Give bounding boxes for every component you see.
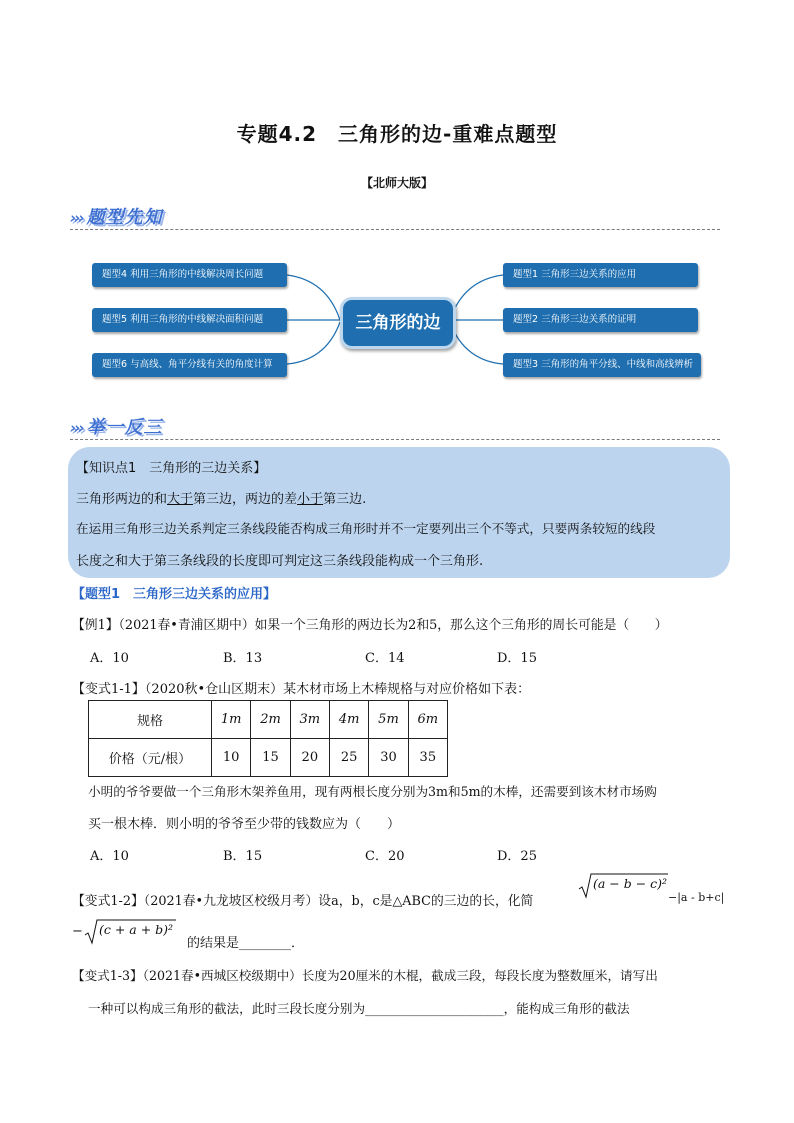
variation13-line-2: 一种可以构成三角形的截法，此时三段长度分别为______________________，能构成三角形的截法 — [88, 1001, 630, 1016]
section-banner-practice — [70, 413, 163, 439]
radicand: (a − b − c)² — [593, 876, 668, 891]
table-cell: 25 — [329, 739, 368, 777]
table-cell: 35 — [408, 739, 447, 777]
table-cell: 规格 — [89, 701, 212, 739]
example1-option-a: A．10 — [90, 651, 129, 666]
page-title: 专题4.2 三角形的边-重难点题型 — [236, 122, 558, 146]
table-cell: 3m — [290, 701, 329, 739]
table-cell: 15 — [251, 739, 290, 777]
table-cell: 10 — [212, 739, 251, 777]
connector-line — [450, 322, 503, 364]
table-cell: 5m — [369, 701, 408, 739]
section-banner-preview — [70, 203, 163, 229]
table-cell: 2m — [251, 701, 290, 739]
mindmap-node-type4: 题型4 利用三角形的中线解决周长问题 — [92, 263, 287, 287]
table-row — [89, 739, 448, 777]
table-cell: 1m — [212, 701, 251, 739]
mindmap-node-type6: 题型6 与高线、角平分线有关的角度计算 — [92, 353, 287, 377]
example1-option-c: C．14 — [365, 651, 405, 666]
knowledge-line-1: 三角形两边的和大于第三边，两边的差小于第三边. — [76, 492, 367, 507]
table-row — [89, 701, 448, 739]
abs-term: −|a - b+c| — [668, 891, 725, 904]
variation11-question-2: 买一根木棒．则小明的爷爷至少带的钱数应为（ ） — [88, 817, 401, 832]
knowledge-line-2: 在运用三角形三边关系判定三条线段能否构成三角形时并不一定要列出三个不等式，只要两条较短的线段 — [76, 521, 656, 536]
variation11-option-c: C．20 — [365, 849, 405, 864]
connector-line — [287, 322, 340, 364]
table-cell: 4m — [329, 701, 368, 739]
type1-heading: 【题型1 三角形三边关系的应用】 — [72, 587, 277, 602]
connector-line — [450, 275, 503, 320]
variation11-option-b: B．15 — [223, 849, 263, 864]
mindmap-node-type1: 题型1 三角形三边关系的应用 — [503, 263, 698, 287]
mindmap-node-type5: 题型5 利用三角形的中线解决面积问题 — [92, 308, 287, 332]
arrows-icon: ››› — [70, 419, 83, 437]
table-cell: 30 — [369, 739, 408, 777]
variation11-option-a: A．10 — [90, 849, 129, 864]
banner-text: 举一反三 — [86, 417, 163, 438]
table-cell: 价格（元/根） — [89, 739, 212, 777]
knowledge-line-3: 长度之和大于第三条线段的长度即可判定这三条线段能构成一个三角形. — [76, 554, 484, 569]
banner-text: 题型先知 — [86, 207, 163, 228]
connector-line — [287, 275, 340, 320]
example1-option-b: B．13 — [223, 651, 263, 666]
variation12-tail: 的结果是________． — [187, 936, 305, 951]
arrows-icon: ››› — [70, 209, 83, 227]
minus-sign: − — [72, 924, 83, 939]
mindmap-center: 三角形的边 — [340, 297, 456, 349]
example1-stem: 【例1】（2021春•青浦区期中）如果一个三角形的两边长为2和5，那么这个三角形的周长可能是（ ） — [72, 618, 668, 633]
mindmap-node-type3: 题型3 三角形的角平分线、中线和高线辨析 — [503, 353, 701, 377]
variation11-question-1: 小明的爷爷要做一个三角形木架养鱼用，现有两根长度分别为3m和5m的木棒，还需要到该木材市场购 — [88, 784, 657, 799]
knowledge-heading: 【知识点1 三角形的三边关系】 — [76, 461, 267, 476]
divider — [70, 229, 720, 230]
variation12-stem: 【变式1-2】（2021春•九龙坡区校级月考）设a，b，c是△ABC的三边的长，化简 — [72, 894, 534, 909]
variation11-stem: 【变式1-1】（2020秋•仓山区期末）某木材市场上木棒规格与对应价格如下表： — [72, 682, 531, 697]
variation13-line-1: 【变式1-3】（2021春•西城区校级期中）长度为20厘米的木棍，截成三段，每段长度为整数厘米，请写出 — [72, 968, 658, 983]
divider — [70, 439, 720, 440]
example1-option-d: D．15 — [497, 651, 537, 666]
radicand: (c + a + b)² — [99, 922, 174, 937]
variation11-option-d: D．25 — [497, 849, 537, 864]
mindmap-node-type2: 题型2 三角形三边关系的证明 — [503, 308, 698, 332]
table-cell: 20 — [290, 739, 329, 777]
table-cell: 6m — [408, 701, 447, 739]
edition-label: 【北师大版】 — [360, 176, 433, 190]
price-table — [88, 700, 448, 777]
